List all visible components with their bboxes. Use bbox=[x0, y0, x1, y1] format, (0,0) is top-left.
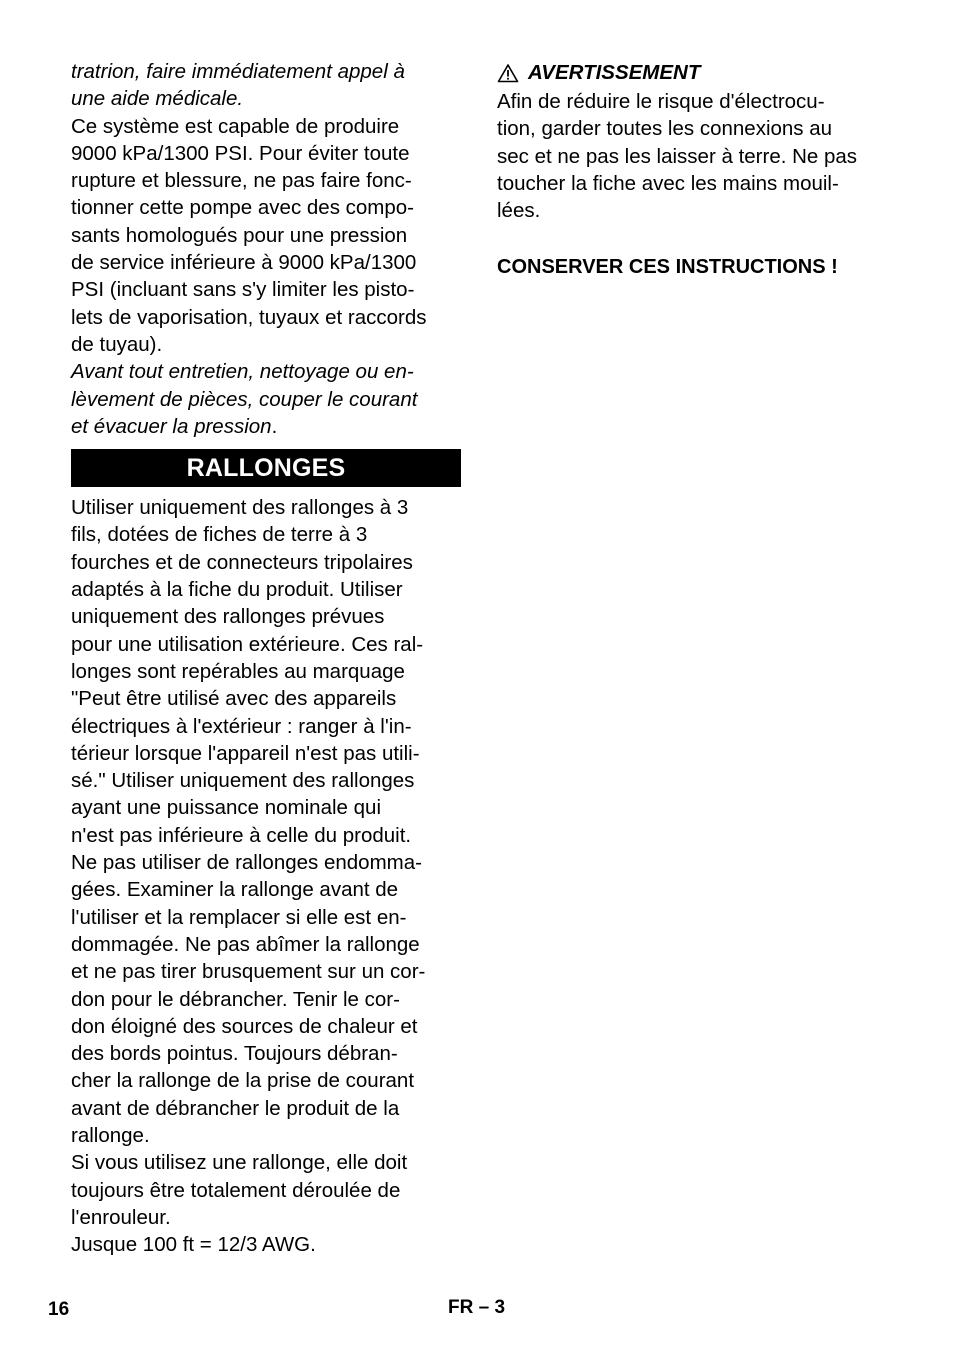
text-line: une aide médicale. bbox=[71, 87, 244, 111]
text-line: longes sont repérables au marquage bbox=[71, 659, 405, 683]
text-line: PSI (incluant sans s'y limiter les pisto- bbox=[71, 278, 415, 302]
intro-italic-paragraph bbox=[71, 58, 461, 113]
text-line: avant de débrancher le produit de la bbox=[71, 1096, 400, 1120]
warning-paragraph bbox=[497, 88, 897, 224]
text-line: uniquement des rallonges prévues bbox=[71, 605, 385, 629]
text-line: l'enrouleur. bbox=[71, 1205, 171, 1229]
text-line: tratrion, faire immédiatement appel à bbox=[71, 60, 405, 83]
text-line: sé." Utiliser uniquement des rallonges bbox=[71, 769, 415, 793]
language-code: FR – 3 bbox=[448, 1297, 506, 1318]
left-column bbox=[71, 58, 461, 1258]
text-line: Utiliser uniquement des rallonges à 3 bbox=[71, 496, 409, 520]
right-column bbox=[497, 58, 897, 281]
text-line: lées. bbox=[497, 199, 541, 223]
text-line: des bords pointus. Toujours débran- bbox=[71, 1042, 398, 1066]
text-line: rupture et blessure, ne pas faire fonc- bbox=[71, 169, 412, 193]
text-line: Afin de réduire le risque d'électrocu- bbox=[497, 90, 825, 113]
text-line: électriques à l'extérieur : ranger à l'in- bbox=[71, 714, 412, 738]
warning-triangle-icon bbox=[497, 63, 519, 83]
text-line: dommagée. Ne pas abîmer la rallonge bbox=[71, 932, 420, 956]
text-line: ayant une puissance nominale qui bbox=[71, 796, 381, 820]
text-line: de service inférieure à 9000 kPa/1300 bbox=[71, 251, 417, 275]
text-line: Ne pas utiliser de rallonges endomma- bbox=[71, 851, 422, 875]
pressure-paragraph bbox=[71, 113, 461, 359]
text-line: don pour le débrancher. Tenir le cor- bbox=[71, 987, 400, 1011]
text-line: térieur lorsque l'appareil n'est pas utili- bbox=[71, 741, 420, 765]
rallonges-paragraph bbox=[71, 494, 461, 1149]
text-line: lets de vaporisation, tuyaux et raccords bbox=[71, 305, 427, 329]
text-line: "Peut être utilisé avec des appareils bbox=[71, 687, 397, 711]
text-line: Ce système est capable de produire bbox=[71, 114, 400, 138]
text-line bbox=[71, 413, 461, 440]
text-line: n'est pas inférieure à celle du produit. bbox=[71, 823, 412, 847]
text-line: de tuyau). bbox=[71, 332, 163, 356]
text-line: fils, dotées de fiches de terre à 3 bbox=[71, 523, 368, 547]
text-line: Avant tout entretien, nettoyage ou en- bbox=[71, 360, 414, 384]
text-span: et évacuer la pression bbox=[71, 414, 272, 438]
enrouleur-paragraph bbox=[71, 1149, 461, 1231]
text-line: pour une utilisation extérieure. Ces ral- bbox=[71, 632, 424, 656]
text-line: don éloigné des sources de chaleur et bbox=[71, 1014, 418, 1038]
text-line: 9000 kPa/1300 PSI. Pour éviter toute bbox=[71, 141, 410, 165]
awg-line: Jusque 100 ft = 12/3 AWG. bbox=[71, 1233, 316, 1257]
text-line: Si vous utilisez une rallonge, elle doit bbox=[71, 1151, 408, 1175]
conserve-instructions-heading: CONSERVER CES INSTRUCTIONS ! bbox=[497, 256, 838, 279]
text-line: toucher la fiche avec les mains mouil- bbox=[497, 171, 839, 195]
text-line: sants homologués pour une pression bbox=[71, 223, 408, 247]
text-line: fourches et de connecteurs tripolaires bbox=[71, 550, 413, 574]
text-line: tion, garder toutes les connexions au bbox=[497, 117, 833, 141]
warning-title: AVERTISSEMENT bbox=[528, 61, 701, 84]
text-line: toujours être totalement déroulée de bbox=[71, 1178, 401, 1202]
text-line: sec et ne pas les laisser à terre. Ne pas bbox=[497, 144, 858, 168]
text-line: gées. Examiner la rallonge avant de bbox=[71, 878, 399, 902]
text-line: l'utiliser et la remplacer si elle est en- bbox=[71, 905, 407, 929]
text-line: adaptés à la fiche du produit. Utiliser bbox=[71, 578, 403, 602]
page-number: 16 bbox=[48, 1299, 70, 1320]
text-line: lèvement de pièces, couper le courant bbox=[71, 387, 418, 411]
text-line: rallonge. bbox=[71, 1123, 150, 1147]
warning-heading bbox=[497, 58, 897, 88]
text-line: tionner cette pompe avec des compo- bbox=[71, 196, 414, 220]
text-line: et ne pas tirer brusquement sur un cor- bbox=[71, 960, 426, 984]
section-title-rallonges: RALLONGES bbox=[71, 449, 461, 487]
maintenance-italic-paragraph bbox=[71, 358, 461, 440]
text-period: . bbox=[271, 414, 278, 438]
text-line: cher la rallonge de la prise de courant bbox=[71, 1069, 415, 1093]
